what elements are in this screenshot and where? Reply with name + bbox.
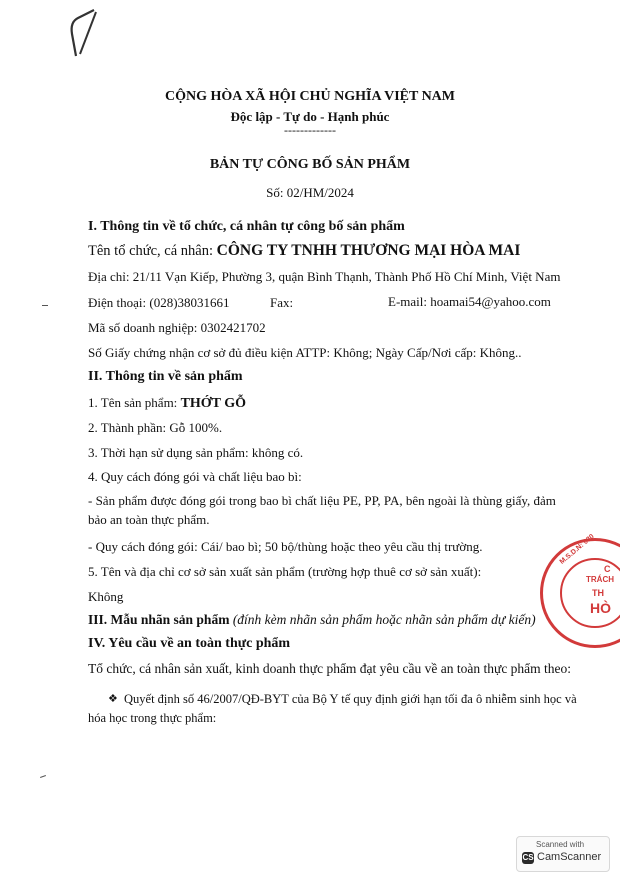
section-3-heading: III. Mẫu nhãn sản phẩm	[88, 612, 233, 627]
camscanner-logo-icon: CS	[522, 853, 534, 862]
seal-line-2: TRÁCH	[586, 575, 614, 584]
product-shelf-life: 3. Thời hạn sử dụng sản phẩm: không có.	[88, 445, 304, 460]
seal-line-4: HÒ	[590, 600, 611, 616]
section-2-heading: II. Thông tin về sản phẩm	[88, 369, 243, 384]
packaging-line-2: bảo an toàn thực phẩm.	[88, 512, 210, 527]
org-line	[88, 243, 520, 259]
section-4-heading: IV. Yêu cầu về an toàn thực phẩm	[88, 636, 291, 651]
packaging-spec: - Quy cách đóng gói: Cái/ bao bì; 50 bộ/thùng hoặc theo yêu cầu thị trường.	[88, 539, 483, 554]
food-safety-certificate: Số Giấy chứng nhận cơ sở đủ điều kiện ATTP: Không; Ngày Cấp/Nơi cấp: Không..	[88, 345, 522, 360]
product-name-line	[88, 396, 246, 411]
manufacturer-value: Không	[88, 589, 124, 604]
document-title: BẢN TỰ CÔNG BỐ SẢN PHẨM	[209, 157, 411, 172]
camscanner-brand: CamScanner	[537, 851, 602, 863]
org-address: Địa chỉ: 21/11 Vạn Kiếp, Phường 3, quận Bình Thạnh, Thành Phố Hồ Chí Minh, Việt Nam	[88, 269, 561, 284]
document-number: Số: 02/HM/2024	[266, 185, 354, 200]
paper-clip-mark	[66, 4, 106, 64]
org-email: E-mail: hoamai54@yahoo.com	[388, 294, 551, 309]
packaging-line-1: - Sản phẩm được đóng gói trong bao bì chất liệu PE, PP, PA, bên ngoài là thùng giấy, đảm	[88, 493, 556, 508]
product-composition: 2. Thành phần: Gỗ 100%.	[88, 420, 223, 435]
org-phone: Điện thoại: (028)38031661	[88, 295, 230, 310]
section-4-intro: Tổ chức, cá nhân sản xuất, kinh doanh thực phẩm đạt yêu cầu về an toàn thực phẩm theo:	[88, 661, 572, 676]
section-3-note: (đính kèm nhãn sản phẩm hoặc nhãn sản phẩm dự kiến)	[232, 612, 536, 627]
org-label: Tên tổ chức, cá nhân:	[88, 243, 217, 259]
header-divider: -------------	[284, 123, 336, 137]
org-fax: Fax:	[270, 295, 294, 310]
margin-mark	[40, 775, 46, 778]
seal-ring-text: M.S.D.N: 030	[558, 533, 596, 566]
manufacturer-heading: 5. Tên và địa chỉ cơ sở sản xuất sản phẩm (trường hợp thuê cơ sở sản xuất):	[88, 564, 482, 579]
nation-title: CỘNG HÒA XÃ HỘI CHỦ NGHĨA VIỆT NAM	[164, 89, 455, 104]
seal-line-1: C	[604, 564, 611, 574]
seal-line-3: TH	[592, 588, 604, 598]
product-name: THỚT GỖ	[180, 396, 247, 411]
decision-line-2: hóa học trong thực phẩm:	[88, 711, 217, 725]
margin-mark	[42, 305, 48, 306]
scanned-with-text: Scanned with	[536, 840, 585, 849]
packaging-heading: 4. Quy cách đóng gói và chất liệu bao bì:	[88, 469, 302, 484]
product-name-label: 1. Tên sản phẩm:	[88, 395, 181, 410]
bullet-icon: ❖	[108, 693, 118, 705]
decision-line-1: Quyết định số 46/2007/QĐ-BYT của Bộ Y tế quy định giới hạn tối đa ô nhiễm sinh học và	[124, 692, 577, 706]
section-3-line	[88, 613, 536, 627]
tax-code: Mã số doanh nghiệp: 0302421702	[88, 320, 266, 335]
org-name: CÔNG TY TNHH THƯƠNG MẠI HÒA MAI	[216, 242, 521, 259]
section-1-heading: I. Thông tin về tổ chức, cá nhân tự công bố sản phẩm	[88, 219, 405, 234]
motto: Độc lập - Tự do - Hạnh phúc	[230, 109, 390, 124]
